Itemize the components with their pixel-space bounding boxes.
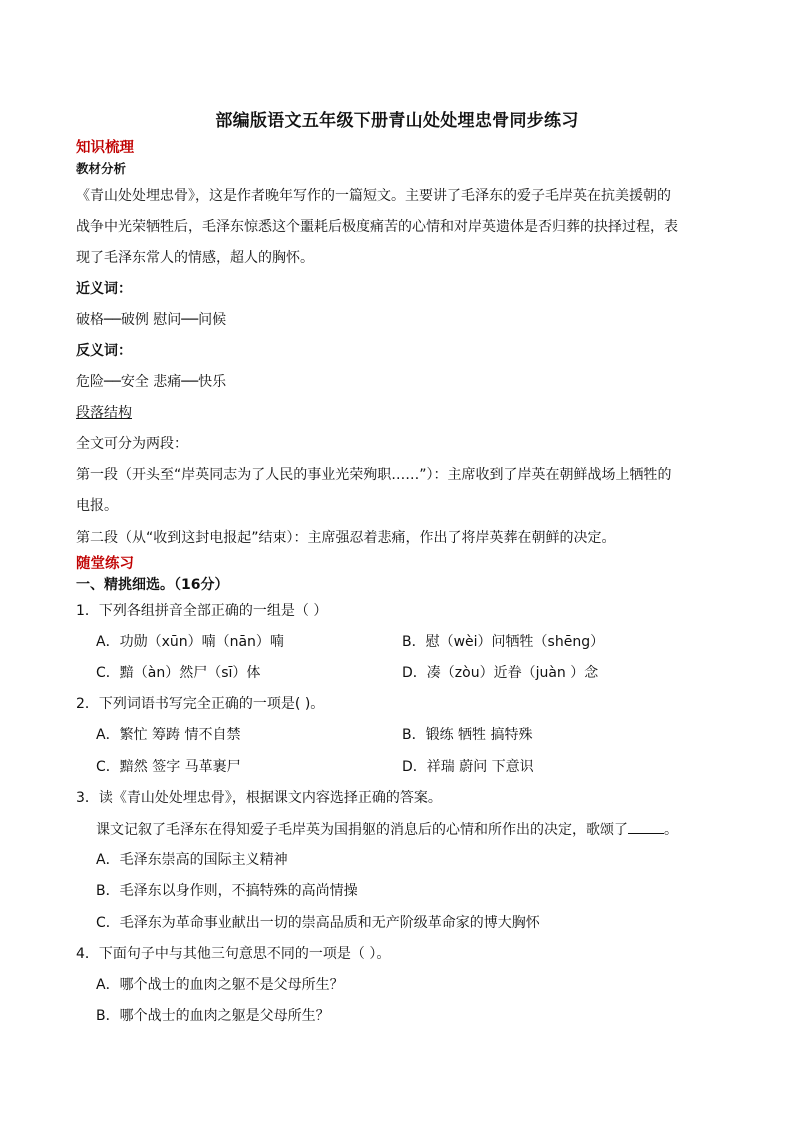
question-3-option-b: B．毛泽东以身作则，不搞特殊的高尚情操 xyxy=(96,883,358,899)
question-1-stem: 1．下列各组拼音全部正确的一组是（ ） xyxy=(76,603,328,619)
question-2-option-c: C．黯然 签字 马革裹尸 xyxy=(96,759,241,775)
structure-intro: 全文可分为两段： xyxy=(76,436,188,452)
question-1-option-d: D．凑（zòu）近眷（juàn ）念 xyxy=(402,665,599,681)
question-3-prompt-end: 。 xyxy=(664,822,678,838)
question-4-option-b: B．哪个战士的血肉之躯是父母所生？ xyxy=(96,1008,330,1024)
question-2-stem: 2．下列词语书写完全正确的一项是( )。 xyxy=(76,696,325,712)
antonyms-list: 危险──安全 悲痛──快乐 xyxy=(76,374,227,390)
analysis-paragraph-line-3: 现了毛泽东常人的情感，超人的胸怀。 xyxy=(76,250,314,266)
question-1-option-c: C．黯（àn）然尸（sī）体 xyxy=(96,665,261,681)
segment-one-line-1: 第一段（开头至“岸英同志为了人民的事业光荣殉职……”）：主席收到了岸英在朝鲜战场上牺牲的 xyxy=(76,467,672,483)
question-3-prompt xyxy=(96,819,678,840)
question-2-option-b: B．锻练 牺牲 搞特殊 xyxy=(402,727,533,743)
question-3-option-c: C．毛泽东为革命事业献出一切的崇高品质和无产阶级革命家的博大胸怀 xyxy=(96,915,540,931)
structure-label: 段落结构 xyxy=(76,405,132,421)
synonyms-list: 破格──破例 慰问──问候 xyxy=(76,312,227,328)
question-1-option-a: A．功勋（xūn）喃（nān）喃 xyxy=(96,634,284,650)
antonyms-label: 反义词： xyxy=(76,343,132,359)
answer-blank[interactable] xyxy=(628,819,664,834)
analysis-paragraph-line-1: 《青山处处埋忠骨》，这是作者晚年写作的一篇短文。主要讲了毛泽东的爱子毛岸英在抗美援朝的 xyxy=(76,188,671,204)
page-title: 部编版语文五年级下册青山处处埋忠骨同步练习 xyxy=(215,111,579,131)
analysis-paragraph-line-2: 战争中光荣牺牲后，毛泽东惊悉这个噩耗后极度痛苦的心情和对岸英遗体是否归葬的抉择过程，表 xyxy=(76,219,678,235)
question-3-stem: 3．读《青山处处埋忠骨》，根据课文内容选择正确的答案。 xyxy=(76,790,442,806)
question-1-option-b: B．慰（wèi）问牺牲（shēng） xyxy=(402,634,605,650)
synonyms-label: 近义词： xyxy=(76,281,132,297)
textbook-analysis-label: 教材分析 xyxy=(76,161,127,176)
practice-heading: 随堂练习 xyxy=(76,556,134,572)
segment-one-line-2: 电报。 xyxy=(76,498,118,514)
section-one-heading: 一、精挑细选。（16分） xyxy=(76,577,229,593)
question-3-option-a: A．毛泽东崇高的国际主义精神 xyxy=(96,852,288,868)
knowledge-heading: 知识梳理 xyxy=(76,140,134,156)
segment-two: 第二段（从“收到这封电报起”结束）：主席强忍着悲痛，作出了将岸英葬在朝鲜的决定。 xyxy=(76,530,616,546)
question-4-stem: 4．下面句子中与其他三句意思不同的一项是（ ）。 xyxy=(76,946,391,962)
question-2-option-d: D．祥瑞 蔚问 下意识 xyxy=(402,759,534,775)
question-4-option-a: A．哪个战士的血肉之躯不是父母所生？ xyxy=(96,977,344,993)
question-2-option-a: A．繁忙 筹踌 情不自禁 xyxy=(96,727,241,743)
question-3-prompt-text: 课文记叙了毛泽东在得知爱子毛岸英为国捐躯的消息后的心情和所作出的决定，歌颂了 xyxy=(96,822,628,838)
